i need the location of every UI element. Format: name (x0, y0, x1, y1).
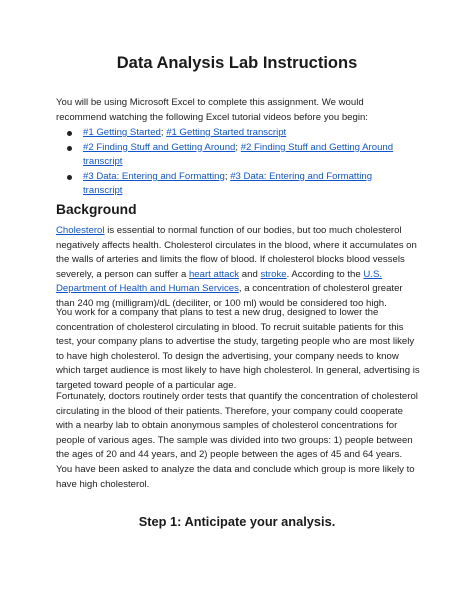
list-item (64, 170, 394, 199)
transcript-link-1[interactable]: #1 Getting Started transcript (166, 127, 287, 138)
transcript-link-2[interactable]: #2 Finding Stuff and Getting Around transcript (83, 141, 394, 168)
step-1-heading: Step 1: Anticipate your analysis. (138, 514, 336, 529)
list-item (64, 126, 394, 141)
paragraph-text: and (239, 268, 261, 280)
paragraph-text: is essential to normal function of our bodies, but too much cholesterol negatively affects health. Cholesterol circulates in the blood, where it accumulates on the walls of arteries and limits the flow of blood. If cholesterol blocks blood vessels severely, a person can suffer a (56, 225, 417, 280)
separator: ; (235, 141, 241, 153)
cholesterol-link[interactable]: Cholesterol (56, 225, 105, 236)
background-paragraph-3: Fortunately, doctors routinely order tests that quantify the concentration of cholesterol circulating in the blood of their patients. Therefore, your company could cooperate with a nearby lab to obtain anonymous samples of cholesterol concentrations for people of various ages. The sample was divided into two groups: 1) people between the ages of 20 and 44 years, and 2) people between the ages of 45 and 64 years. You have been asked to analyze the data and conclude which group is more likely to have high cholesterol. (56, 391, 418, 490)
video-list (64, 126, 394, 199)
list-item (64, 141, 394, 170)
transcript-link-3[interactable]: #3 Data: Entering and Formatting transcript (83, 170, 373, 197)
paragraph-text: , a concentration of cholesterol greater than 240 mg (milligram)/dL (deciliter, or 100 ml) would be considered too high. (56, 283, 403, 309)
stroke-link[interactable]: stroke (260, 268, 287, 280)
intro-paragraph: You will be using Microsoft Excel to complete this assignment. We would recommend watching the following Excel tutorial videos before you begin: (56, 97, 368, 123)
separator: ; (224, 170, 231, 182)
paragraph-text: . According to the (286, 268, 364, 280)
hhs-link[interactable]: U.S. Department of Health and Human Services (56, 268, 383, 295)
page-title: Data Analysis Lab Instructions (116, 54, 358, 72)
video-link-1[interactable]: #1 Getting Started (83, 127, 161, 138)
background-paragraph-1 (56, 224, 420, 312)
heart-attack-link[interactable]: heart attack (188, 268, 240, 280)
video-link-2[interactable]: #2 Finding Stuff and Getting Around (83, 141, 236, 153)
background-paragraph-2: You work for a company that plans to test a new drug, designed to lower the concentration of cholesterol circulating in blood. To recruit suitable patients for this test, your company plans to advertise the study, targeting people who are most likely to have high cholesterol. To design the advertising, your company needs to know which target audience is most likely to have high cholesterol. In general, advertising is targeted toward people of a particular age. (56, 307, 420, 391)
background-heading: Background (56, 202, 137, 217)
separator: ; (160, 127, 167, 138)
video-link-3[interactable]: #3 Data: Entering and Formatting (83, 170, 225, 182)
